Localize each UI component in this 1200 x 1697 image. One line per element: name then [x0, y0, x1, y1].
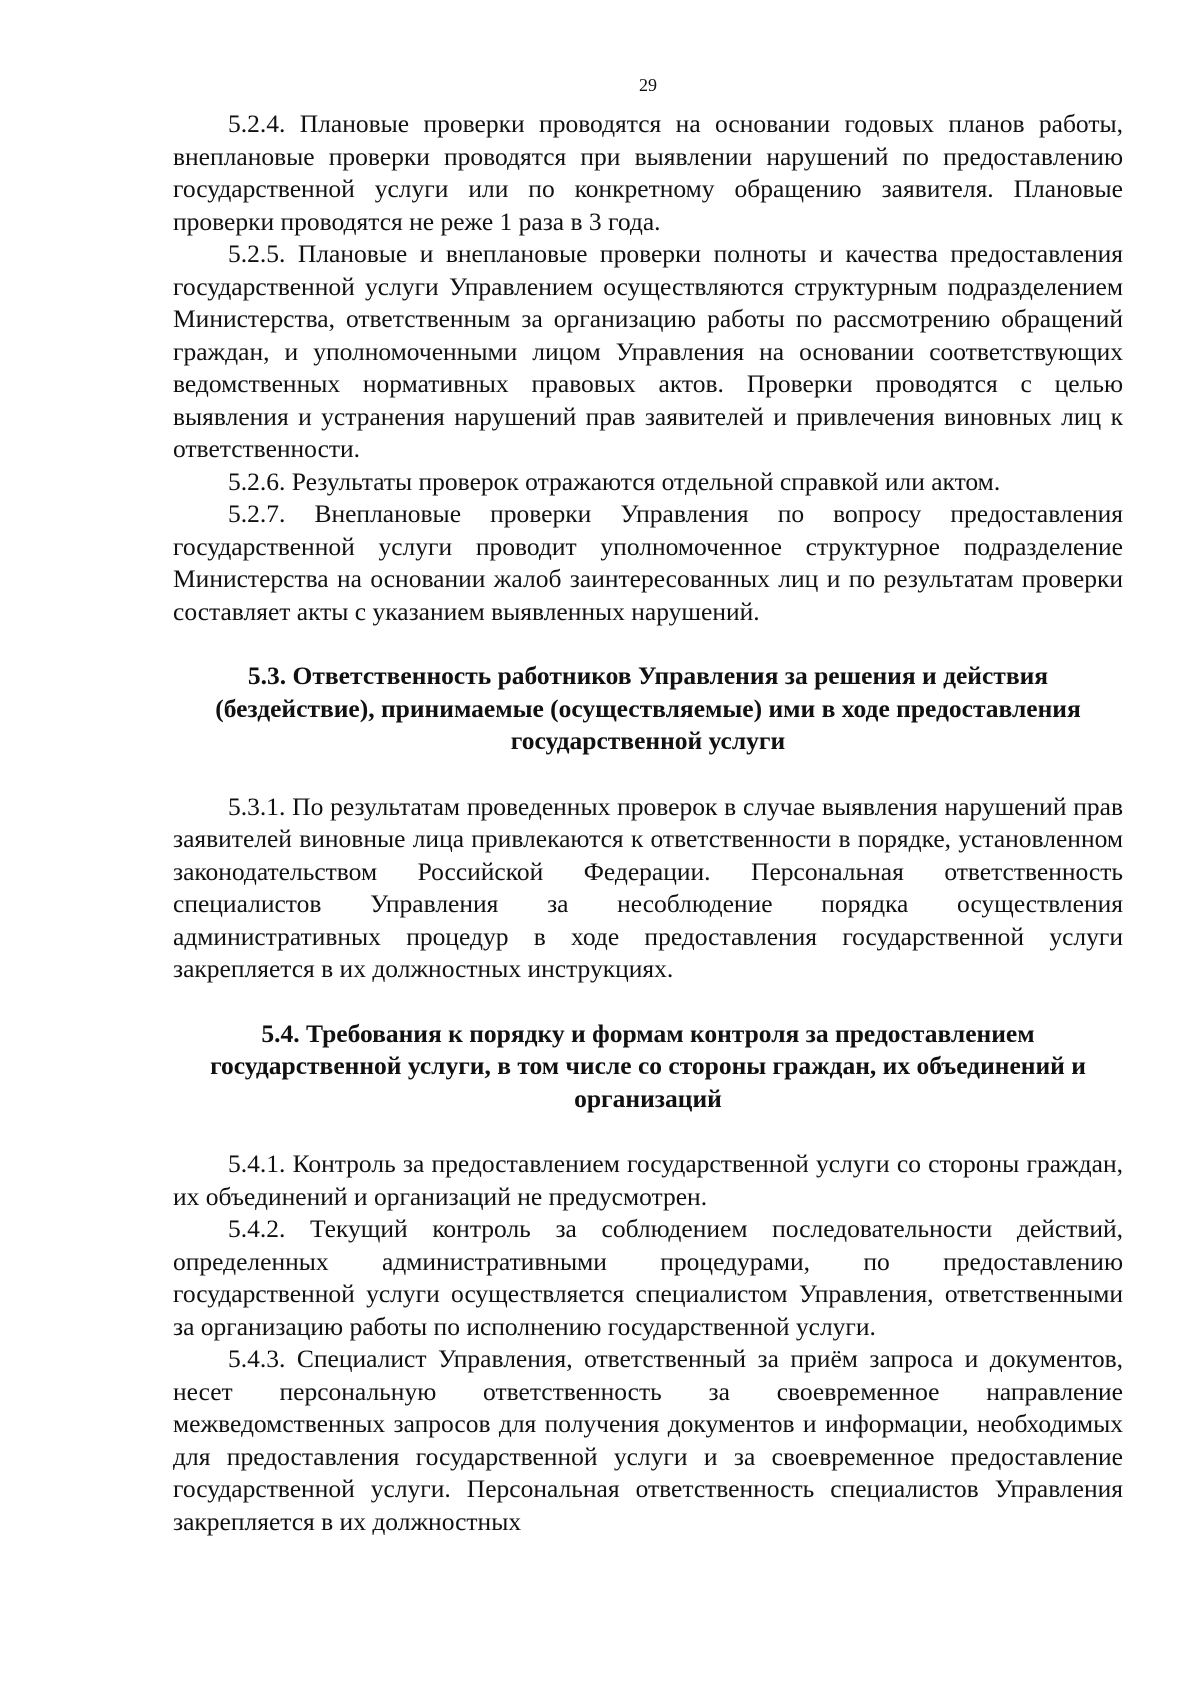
paragraph-5-4-1: 5.4.1. Контроль за предоставлением государственной услуги со стороны граждан, их объединений и организаций не предусмотрен. [173, 1149, 1123, 1211]
paragraph-5-2-7: 5.2.7. Внеплановые проверки Управления по вопросу предоставления государственной услуги проводит уполномоченное структурное подразделение Министерства на основании жалоб заинтересованных лиц и по результатам проверки составляет акты с указанием выявленных нарушений. [173, 499, 1123, 626]
section-heading-5-3: 5.3. Ответственность работников Управления за решения и действия (бездействие), принимаемые (осуществляемые) ими в ходе предоставления государственной услуги [215, 661, 1081, 755]
paragraph-5-4-3: 5.4.3. Специалист Управления, ответственный за приём запроса и документов, несет персональную ответственность за своевременное направление межведомственных запросов для получения документов и информации, необходимых для предоставления государственной услуги и за своевременное предоставление государственной услуги. Персональная ответственность специалистов Управления закрепляется в их должностных [173, 1344, 1123, 1536]
paragraph-5-3-1: 5.3.1. По результатам проведенных проверок в случае выявления нарушений прав заявителей виновные лица привлекаются к ответственности в порядке, установленном законодательством Российской Федерации. Персональная ответственность специалистов Управления за несоблюдение порядка осуществления административных процедур в ходе предоставления государственной услуги закрепляется в их должностных инструкциях. [173, 791, 1123, 983]
paragraph-5-2-4: 5.2.4. Плановые проверки проводятся на основании годовых планов работы, внеплановые проверки проводятся при выявлении нарушений по предоставлению государственной услуги или по конкретному обращению заявителя. Плановые проверки проводятся не реже 1 раза в 3 года. [173, 109, 1123, 236]
paragraph-5-2-6: 5.2.6. Результаты проверок отражаются отдельной справкой или актом. [228, 466, 1001, 496]
paragraph-5-4-2: 5.4.2. Текущий контроль за соблюдением последовательности действий, определенных административными процедурами, по предоставлению государственной услуги осуществляется специалистом Управления, ответственными за организацию работы по исполнению государственной услуги. [173, 1214, 1123, 1341]
paragraph-5-2-5: 5.2.5. Плановые и внеплановые проверки полноты и качества предоставления государственной услуги Управлением осуществляются структурным подразделением Министерства, ответственным за организацию работы по рассмотрению обращений граждан, и уполномоченными лицом Управления на основании соответствующих ведомственных нормативных правовых актов. Проверки проводятся с целью выявления и устранения нарушений прав заявителей и привлечения виновных лиц к ответственности. [173, 239, 1123, 463]
document-page [173, 74, 1123, 1538]
page-number: 29 [639, 75, 657, 95]
section-heading-5-4: 5.4. Требования к порядку и формам контроля за предоставлением государственной услуги, в том числе со стороны граждан, их объединений и организаций [210, 1018, 1086, 1113]
